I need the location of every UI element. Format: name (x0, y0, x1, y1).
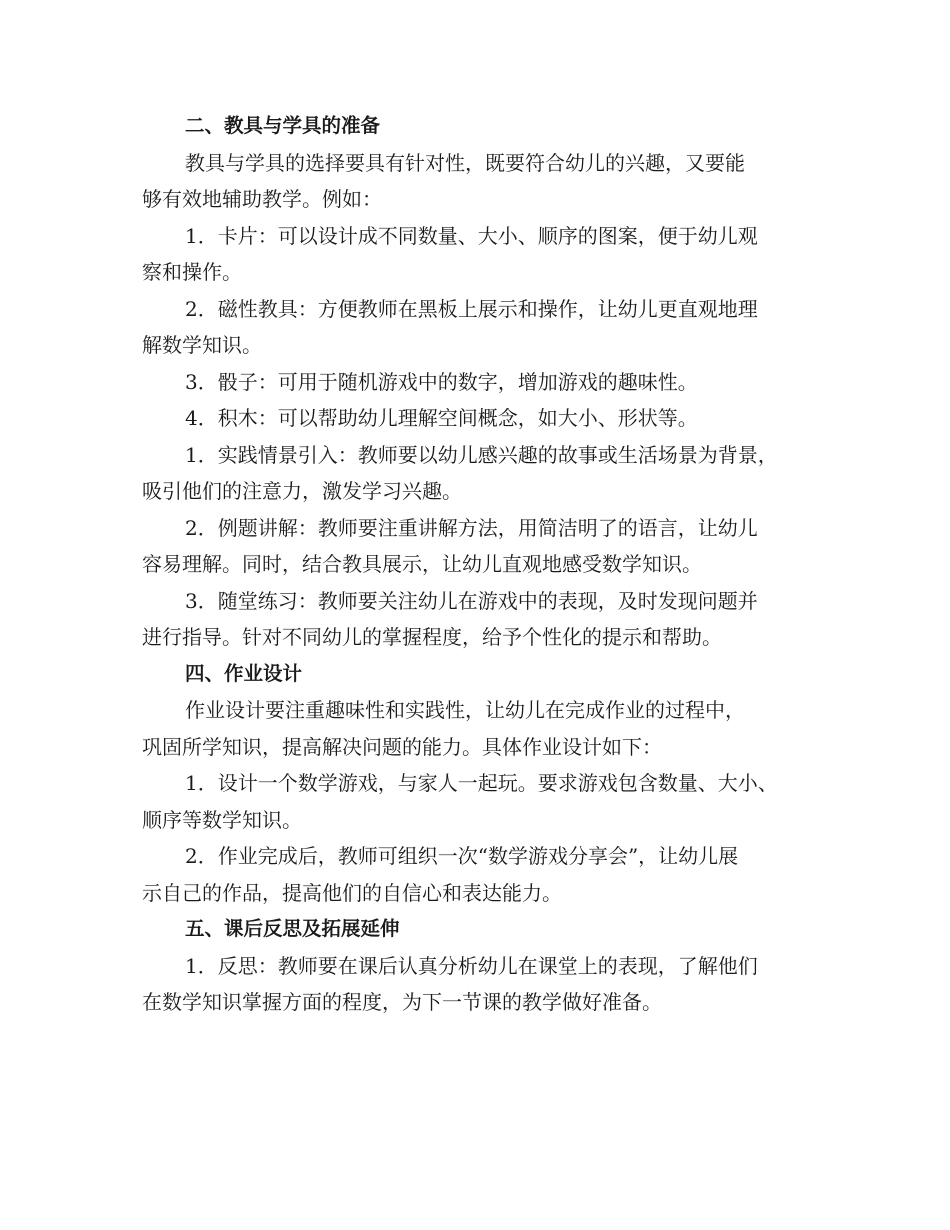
section-heading-homework: 四、作业设计 (185, 661, 303, 685)
paragraph-line: 作业设计要注重趣味性和实践性，让幼儿在完成作业的过程中， (185, 698, 745, 722)
list-item-line: 4．积木：可以帮助幼儿理解空间概念，如大小、形状等。 (185, 406, 698, 430)
list-item-line: 察和操作。 (142, 260, 242, 284)
list-item-line: 在数学知识掌握方面的程度，为下一节课的教学做好准备。 (142, 990, 662, 1014)
list-item-line: 1．设计一个数学游戏，与家人一起玩。要求游戏包含数量、大小、 (185, 771, 778, 795)
document-body (142, 108, 817, 1021)
list-item-line: 解数学知识。 (142, 333, 262, 357)
list-item-line: 2．例题讲解：教师要注重讲解方法，用简洁明了的语言，让幼儿 (185, 515, 758, 540)
list-item-line: 2．作业完成后，教师可组织一次“数学游戏分享会”，让幼儿展 (185, 844, 739, 868)
list-item-line: 3．随堂练习：教师要关注幼儿在游戏中的表现，及时发现问题并 (185, 588, 758, 613)
list-item-line: 1．实践情景引入：教师要以幼儿感兴趣的故事或生活场景为背景， (185, 442, 778, 467)
paragraph-line: 够有效地辅助教学。例如： (142, 187, 382, 211)
list-item-line: 2．磁性教具：方便教师在黑板上展示和操作，让幼儿更直观地理 (185, 296, 758, 321)
section-heading-reflection: 五、课后反思及拓展延伸 (185, 917, 400, 940)
paragraph-line: 教具与学具的选择要具有针对性，既要符合幼儿的兴趣，又要能 (185, 150, 745, 175)
section-heading-teaching-aids: 二、教具与学具的准备 (185, 114, 381, 137)
paragraph-line: 巩固所学知识，提高解决问题的能力。具体作业设计如下： (142, 734, 662, 759)
list-item-line: 1．反思：教师要在课后认真分析幼儿在课堂上的表现，了解他们 (185, 953, 758, 978)
list-item-line: 容易理解。同时，结合教具展示，让幼儿直观地感受数学知识。 (142, 552, 702, 576)
list-item-line: 吸引他们的注意力，激发学习兴趣。 (142, 479, 462, 503)
list-item-line: 进行指导。针对不同幼儿的掌握程度，给予个性化的提示和帮助。 (142, 625, 722, 649)
list-item-line: 3．骰子：可用于随机游戏中的数字，增加游戏的趣味性。 (185, 369, 698, 394)
list-item-line: 1．卡片：可以设计成不同数量、大小、顺序的图案，便于幼儿观 (185, 223, 758, 248)
list-item-line: 顺序等数学知识。 (142, 807, 302, 832)
list-item-line: 示自己的作品，提高他们的自信心和表达能力。 (142, 880, 562, 905)
